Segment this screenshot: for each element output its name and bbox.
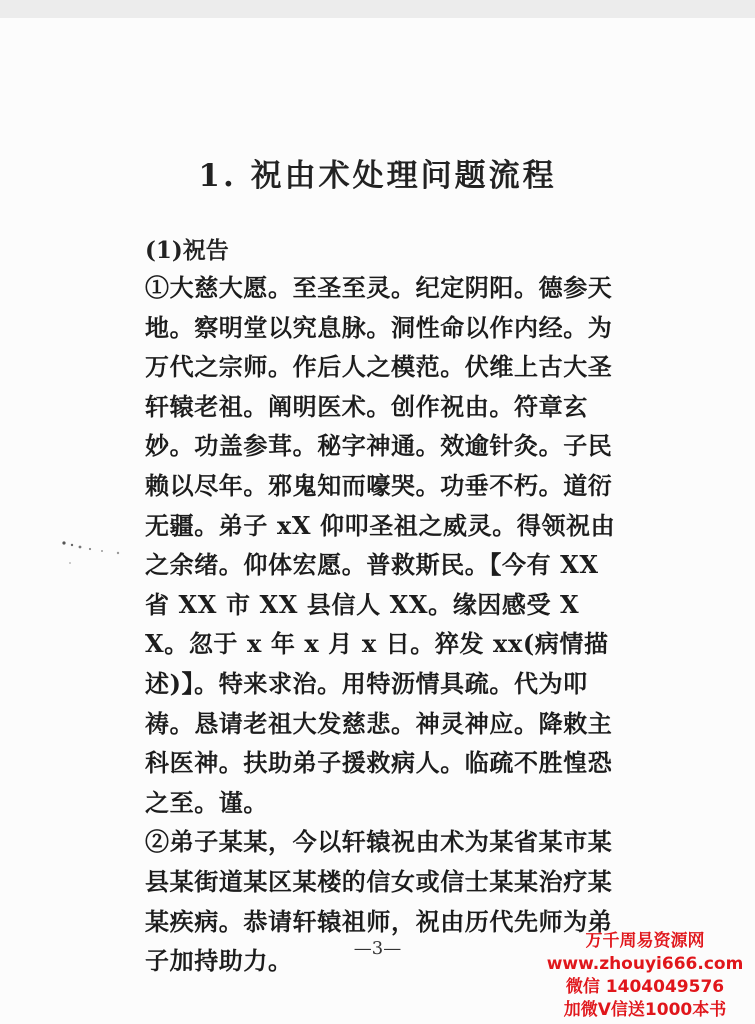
page-number: —3— <box>353 938 402 959</box>
body-text <box>145 268 620 981</box>
watermark <box>545 930 745 1022</box>
section-heading: (1)祝告 <box>145 237 229 264</box>
watermark-line-2: www.zhouyi666.com <box>546 954 744 974</box>
watermark-line-4: 加微V信送1000本书 <box>563 1000 727 1020</box>
paragraph-1: ①大慈大愿。至圣至灵。纪定阴阳。德参天地。察明堂以究息脉。洞性命以作内经。为万代之宗师。作后人之模范。伏维上古大圣轩辕老祖。阐明医术。创作祝由。符章玄妙。功盖参茸。秘字神通。效逾针灸。子民赖以尽年。邪鬼知而嚎哭。功垂不朽。道衍无疆。弟子 xX 仰叩圣祖之威灵。得领祝由之余绪。仰体宏愿。普救斯民。【今有 XX 省 XX 市 XX 县信人 XX。缘因感受 XX。忽于 x 年 x 月 x 日。猝发 xx(病情描述)】。特来求治。用特沥情具疏。代为叩祷。恳请老祖大发慈悲。神灵神应。降敕主科医神。扶助弟子援救病人。临疏不胜惶恐之至。谨。 <box>145 273 616 817</box>
page-title: 1. 祝由术处理问题流程 <box>198 158 557 194</box>
scan-smudge-marks <box>58 535 128 575</box>
watermark-line-1: 万千周易资源网 <box>585 931 705 951</box>
top-edge-shadow <box>0 0 755 18</box>
watermark-line-3: 微信 1404049576 <box>565 977 725 997</box>
paragraph-2: ②弟子某某，今以轩辕祝由术为某省某市某县某街道某区某楼的信女或信士某某治疗某某疾病。恭请轩辕祖师，祝由历代先师为弟子加持助力。 <box>145 827 613 976</box>
